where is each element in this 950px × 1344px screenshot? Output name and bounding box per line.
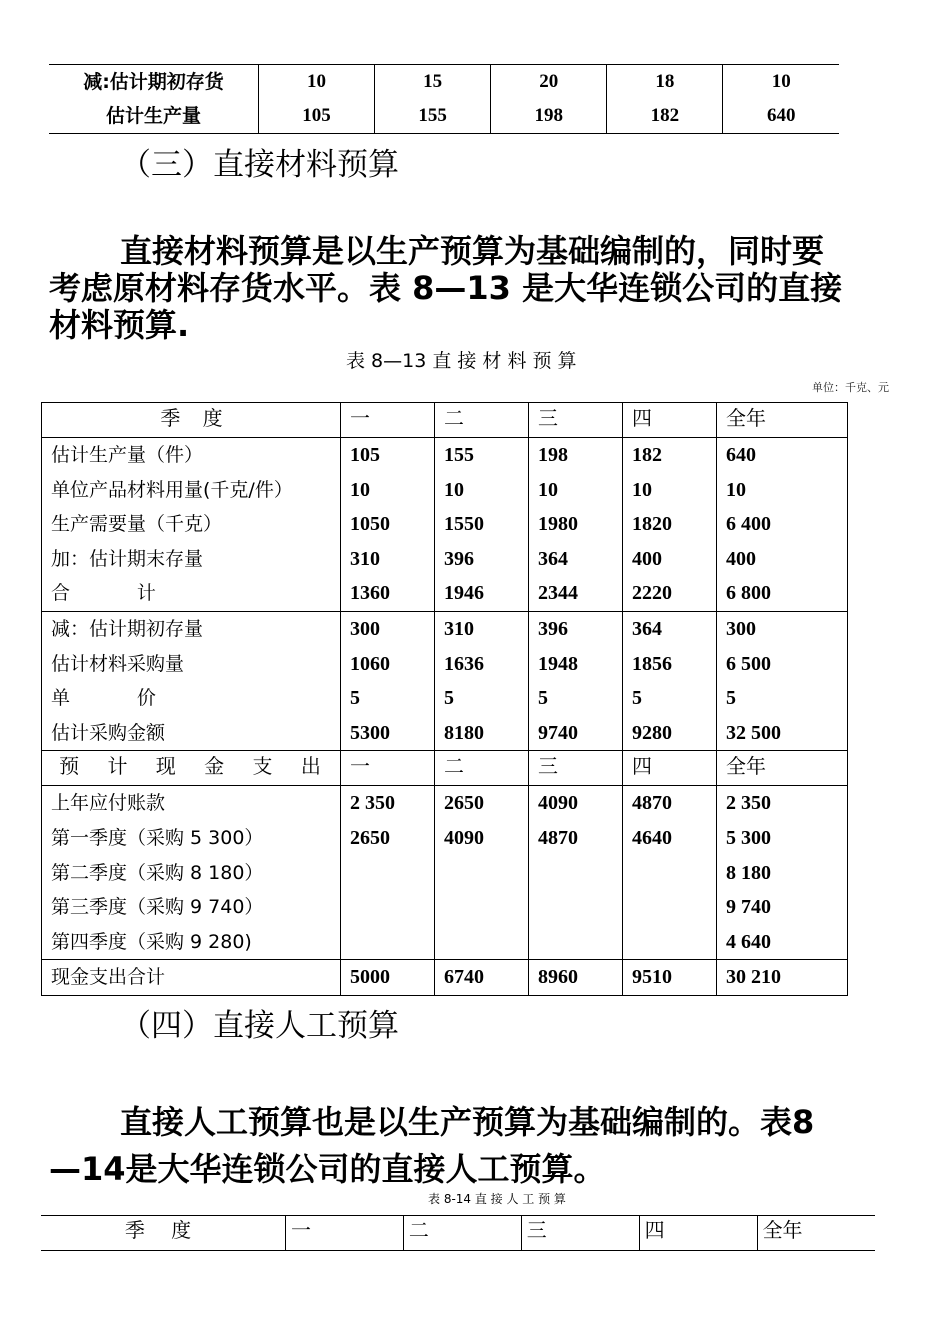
cell: 9 740 [726,896,771,919]
header-cell-quarter: 季 度 [42,403,341,438]
paragraph-line: 考虑原材料存货水平。表 8—13 是大华连锁公司的直接 [49,269,843,307]
cell: 20 [491,65,607,100]
cell [435,960,529,996]
cell: 6 500 [726,652,771,675]
label-column [42,611,341,750]
row-label: 第三季度（采购 9 740） [51,896,264,919]
header-cell: 二 [403,1216,521,1251]
cell: 5 [444,687,454,710]
header-cell: 二 [435,403,529,438]
header-cell: 四 [623,403,717,438]
cell: 4090 [444,826,484,849]
cell: 10 [723,65,839,100]
cell: 105 [350,444,380,466]
value-column [623,438,717,612]
table-caption-8-13: 表 8—13 直 接 材 料 预 算 [346,350,577,372]
row-label: 第四季度（采购 9 280) [51,930,252,953]
cell: 5 [538,687,548,710]
cell [632,856,716,891]
header-cell-quarter: 季 度 [124,1218,202,1242]
cell: 1946 [444,582,484,605]
cell: 10 [444,478,464,501]
cell [444,890,528,925]
cell: 10 [259,65,375,100]
row-label: 单 价 [51,687,187,710]
value-column [623,611,717,750]
table-row [49,65,839,100]
cell: 2650 [444,792,484,815]
header-cell: 全年 [717,403,848,438]
table-row-total [42,960,848,996]
cell: 10 [350,478,370,501]
cell: 1060 [350,652,390,675]
cell: 364 [538,547,568,570]
direct-materials-budget-table [41,402,848,996]
cell [623,960,717,996]
cell: 2650 [350,826,390,849]
table-section-purchases [42,611,848,750]
cell: 1980 [538,513,578,536]
table-header-row-cash [42,751,848,786]
row-label: 估计材料采购量 [51,652,185,675]
cell: 10 [726,478,746,501]
header-cell: 四 [639,1216,757,1251]
header-cell: 三 [521,1216,639,1251]
paragraph-line: 直接人工预算也是以生产预算为基础编制的。表8 [120,1103,815,1141]
value-column [341,611,435,750]
cell [538,856,622,891]
row-label: 合 计 [51,582,187,605]
cell: 10 [632,478,652,501]
cell [350,890,434,925]
cell: 18 [607,65,723,100]
paragraph-line: —14是大华连锁公司的直接人工预算。 [49,1150,606,1188]
table-section-cash-payments [42,786,848,960]
section-heading-direct-labor: （四）直接人工预算 [120,1008,399,1044]
cell [444,856,528,891]
cell [444,925,528,960]
cell: 10 [538,478,558,501]
cell: 5 [632,687,642,710]
table-header-row [42,403,848,438]
cell: 198 [491,99,607,134]
value-column [717,786,848,960]
cell: 300 [726,617,756,640]
table-header-row [41,1216,875,1251]
cell [632,925,716,960]
header-cell: 三 [529,403,623,438]
value-column [435,438,529,612]
cell: 8 180 [726,861,771,884]
cell: 1360 [350,582,390,605]
cell-value: 6740 [444,966,484,989]
header-cell-cash-outflow: 预 计 现 金 支 出 [42,751,341,786]
cell: 396 [538,617,568,640]
paragraph-direct-labor [49,1099,901,1193]
cell: 1636 [444,652,484,675]
cell: 2220 [632,582,672,605]
cell [350,856,434,891]
table-caption-8-14: 表 8-14 直 接 人 工 预 算 [428,1192,566,1206]
value-column [717,611,848,750]
row-label: 单位产品材料用量(千克/件） [51,478,293,501]
header-cell: 一 [286,1216,404,1251]
value-column [529,611,623,750]
row-label: 生产需要量（千克） [51,513,223,536]
row-label [42,960,341,996]
header-cell: 一 [341,751,435,786]
header-cell: 一 [341,403,435,438]
table-row [49,99,839,134]
cell: 396 [444,547,474,570]
cell: 4640 [632,826,672,849]
cell-value: 5000 [350,966,390,989]
header-cell: 全年 [717,751,848,786]
cell: 400 [632,547,662,570]
row-label: 估计生产量（件） [51,444,204,466]
cell [341,960,435,996]
cell: 640 [723,99,839,134]
paragraph-line: 直接材料预算是以生产预算为基础编制的，同时要 [120,232,825,270]
value-column [435,786,529,960]
value-column [341,438,435,612]
cell [350,925,434,960]
row-label: 估计采购金额 [51,721,166,744]
cell [538,890,622,925]
cell [538,925,622,960]
row-label: 加：估计期末存量 [51,547,204,570]
direct-labor-budget-table [41,1215,875,1251]
row-label: 估计生产量 [105,105,201,127]
row-label-text: 现金支出合计 [51,966,166,989]
cell: 6 800 [726,582,771,605]
cell: 2344 [538,582,578,605]
value-column [529,786,623,960]
cell-value: 8960 [538,966,578,989]
cell: 32 500 [726,721,781,744]
header-cell: 四 [623,751,717,786]
cell: 8180 [444,721,484,744]
cell: 198 [538,444,568,466]
cell: 5300 [350,721,390,744]
cell: 1550 [444,513,484,536]
cell: 1948 [538,652,578,675]
cell: 9740 [538,721,578,744]
label-column [42,786,341,960]
cell: 300 [350,617,380,640]
unit-note: 单位：千克、元 [812,381,889,394]
cell: 640 [726,444,756,466]
header-cell: 三 [529,751,623,786]
row-label: 上年应付账款 [51,792,166,815]
cell: 4870 [538,826,578,849]
production-budget-table-tail [49,64,839,134]
cell: 400 [726,547,756,570]
cell [717,960,848,996]
cell: 364 [632,617,662,640]
cell: 310 [350,547,380,570]
paragraph-direct-materials [49,233,901,344]
header-cell: 二 [435,751,529,786]
cell: 1856 [632,652,672,675]
cell: 1050 [350,513,390,536]
value-column [529,438,623,612]
cell: 1820 [632,513,672,536]
cell: 182 [632,444,662,466]
value-column [623,786,717,960]
section-heading-direct-materials: （三）直接材料预算 [120,147,399,183]
cell: 155 [444,444,474,466]
cell: 4870 [632,792,672,815]
cell: 4090 [538,792,578,815]
row-label: 减:估计期初存货 [83,71,224,93]
cell: 105 [259,99,375,134]
paragraph-line: 材料预算. [49,306,190,344]
cell: 4 640 [726,930,771,953]
cell [632,890,716,925]
row-label: 第二季度（采购 8 180） [51,861,264,884]
cell: 310 [444,617,474,640]
cell: 6 400 [726,513,771,536]
row-label: 第一季度（采购 5 300） [51,826,264,849]
value-column [717,438,848,612]
cell-value: 30 210 [726,966,781,989]
cell: 15 [375,65,491,100]
cell-value: 9510 [632,966,672,989]
value-column [341,786,435,960]
cell: 9280 [632,721,672,744]
cell: 5 300 [726,826,771,849]
label-column [42,438,341,612]
cell: 5 [350,687,360,710]
cell: 2 350 [726,792,771,815]
row-label: 减：估计期初存量 [51,617,204,640]
value-column [435,611,529,750]
cell [529,960,623,996]
header-cell: 全年 [757,1216,875,1251]
table-section-requirements [42,438,848,612]
cell: 2 350 [350,792,395,815]
cell: 5 [726,687,736,710]
cell: 182 [607,99,723,134]
cell: 155 [375,99,491,134]
